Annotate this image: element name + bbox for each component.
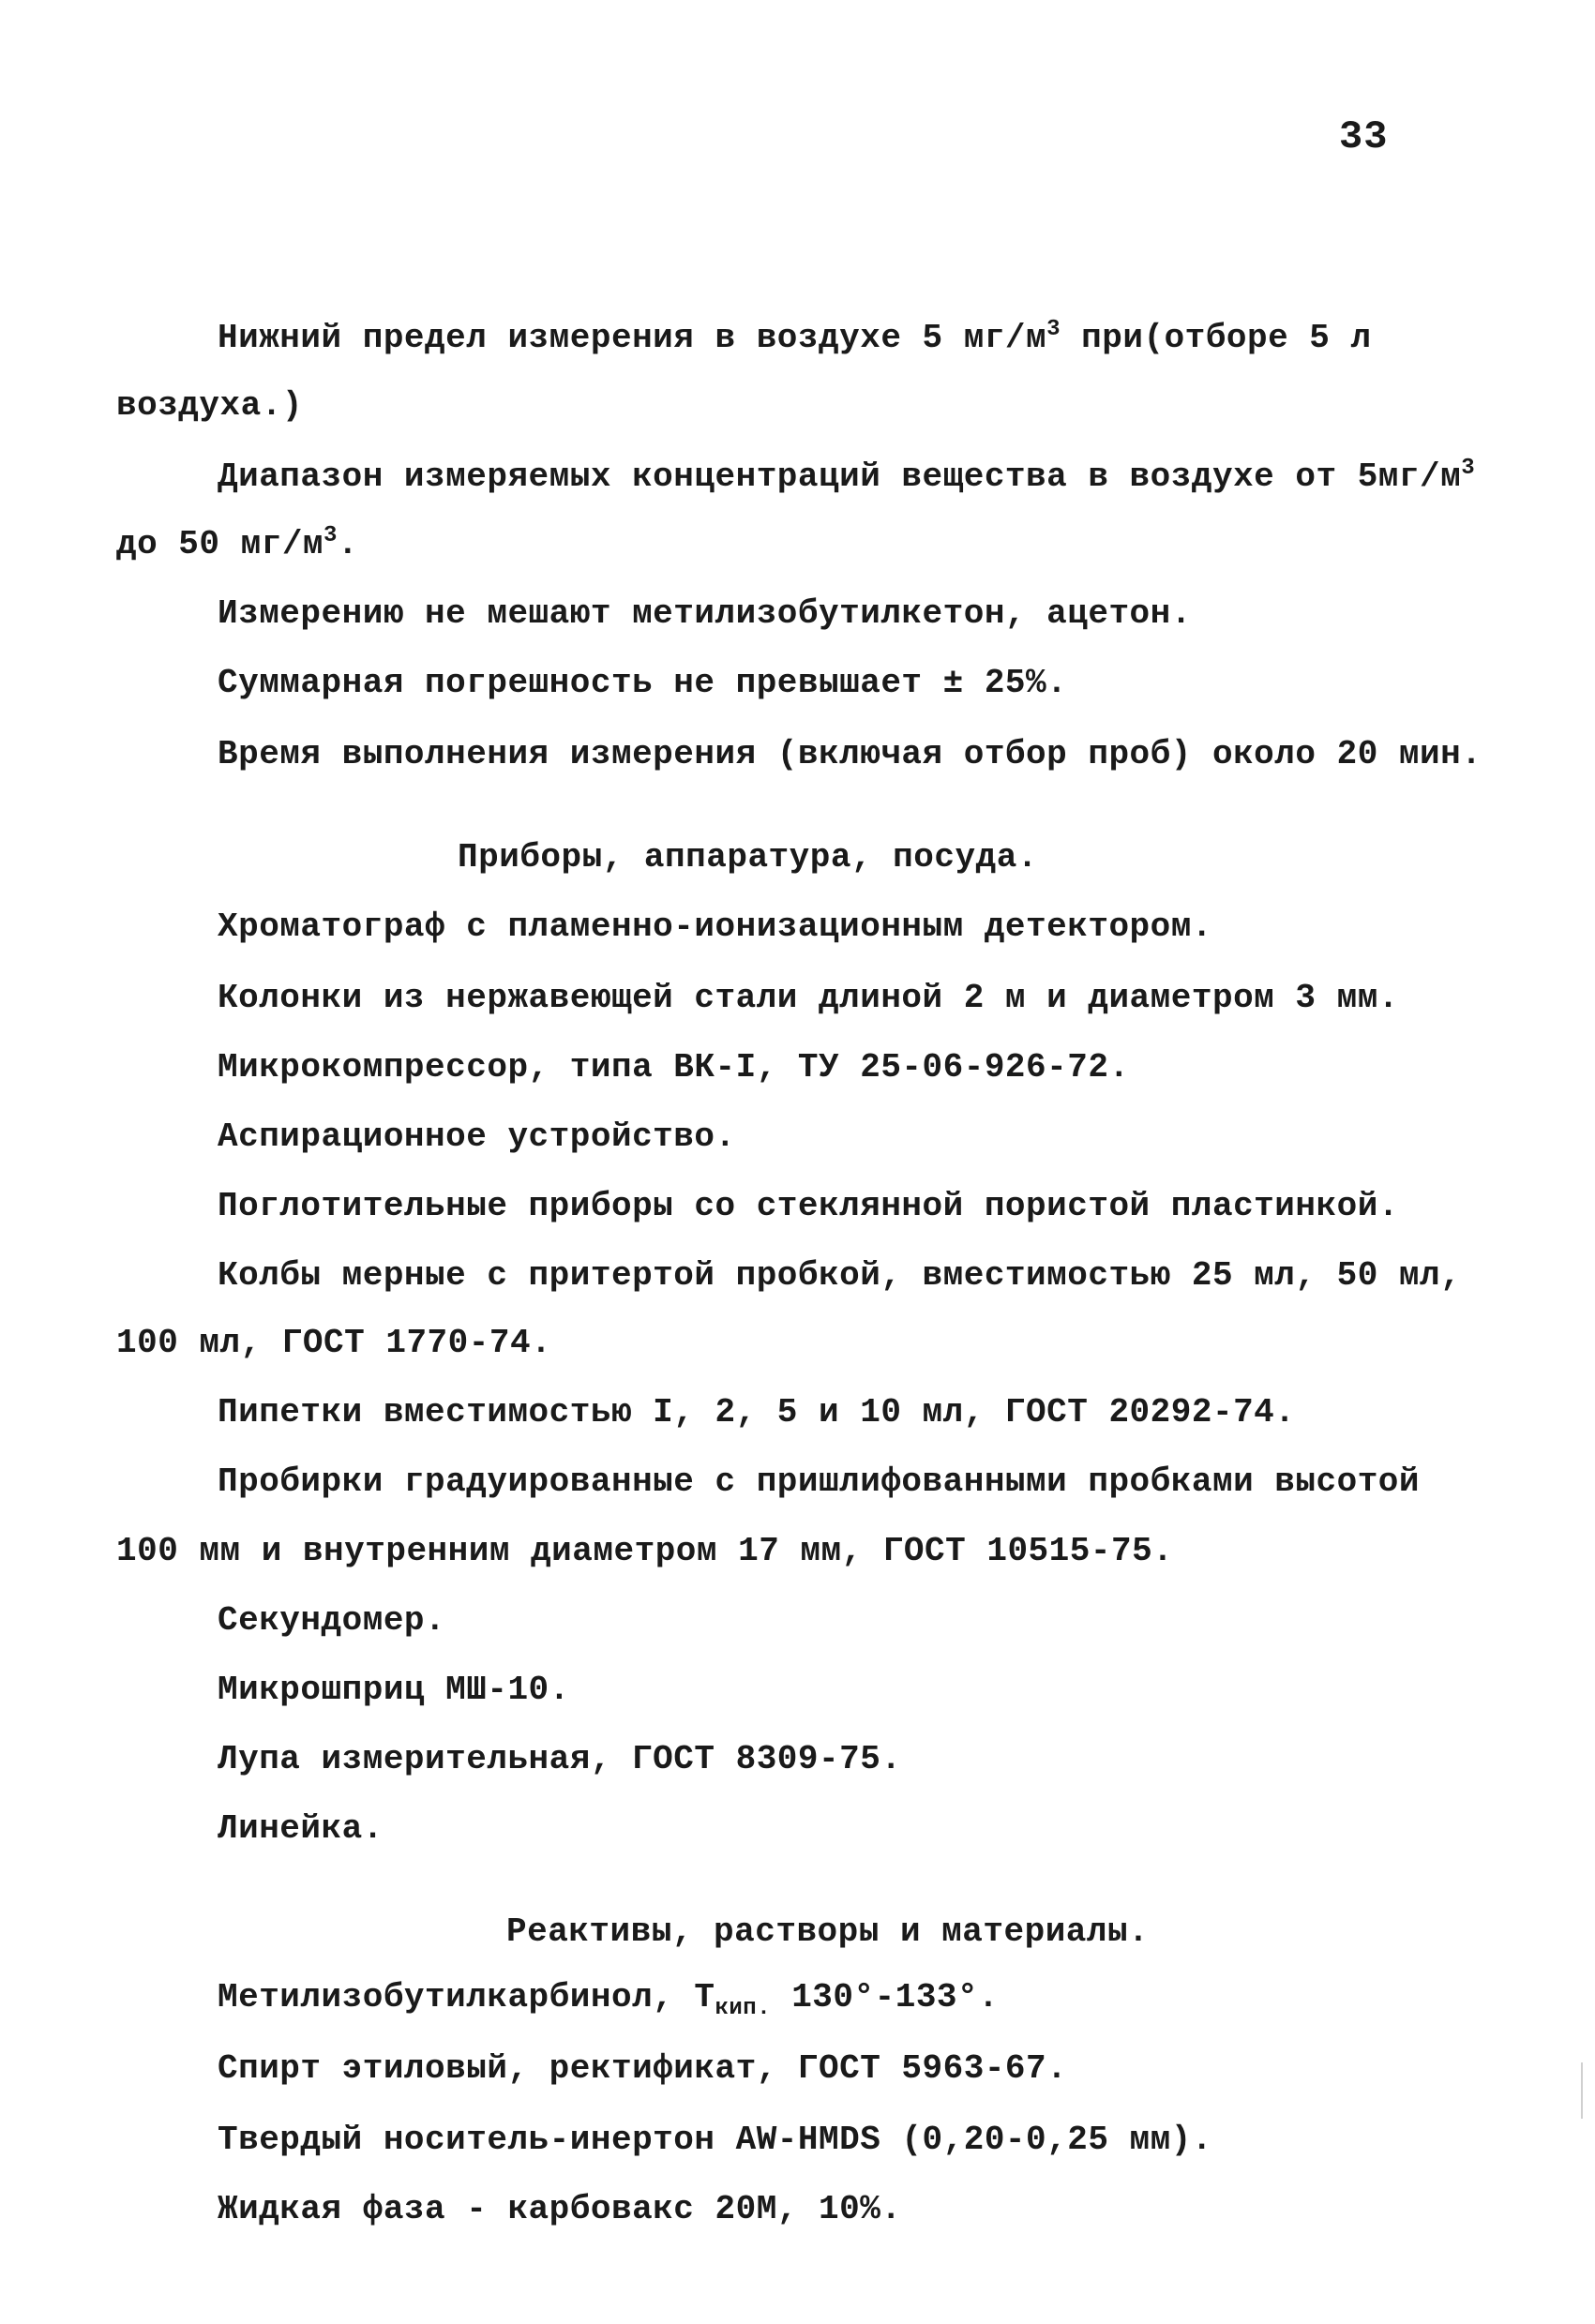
- margin-mark: [1581, 2062, 1583, 2119]
- text-line: Колонки из нержавеющей стали длиной 2 м и диаметром 3 мм.: [218, 979, 1399, 1017]
- text-line: Хроматограф с пламенно-ионизационным детектором.: [218, 907, 1212, 946]
- text-line: воздуха.): [116, 386, 303, 425]
- text-line: Аспирационное устройство.: [218, 1117, 736, 1156]
- text-line: Время выполнения измерения (включая отбор проб) около 20 мин.: [218, 735, 1482, 773]
- text-line: до 50 $мг/м^3$.: [116, 523, 359, 563]
- text-line: Пробирки градуированные с пришлифованными пробками высотой: [218, 1462, 1421, 1501]
- text-line: Твердый носитель-инертон AW-HMDS (0,20-0,25 мм).: [218, 2121, 1212, 2159]
- text-line: Суммарная погрешность не превышает ± 25%.: [218, 664, 1068, 702]
- text-line: 100 мм и внутренним диаметром 17 мм, ГОСТ 10515-75.: [116, 1532, 1174, 1570]
- text-line: Жидкая фаза - карбовакс 20М, 10%.: [218, 2190, 902, 2228]
- text-line: Спирт этиловый, ректификат, ГОСТ 5963-67.: [218, 2049, 1068, 2088]
- text-line: Поглотительные приборы со стеклянной пористой пластинкой.: [218, 1187, 1399, 1225]
- text-line: Нижний предел измерения в воздухе 5 $мг/м^3$ при(отборе 5 л: [218, 317, 1372, 357]
- section-heading: Приборы, аппаратура, посуда.: [458, 838, 1038, 877]
- text-line: Линейка.: [218, 1809, 384, 1848]
- page-number: 33: [1339, 114, 1389, 159]
- text-line: Метилизобутилкарбинол, $Т_{кип.}$ 130°-133°.: [218, 1978, 1000, 2022]
- text-line: Микрошприц МШ-10.: [218, 1671, 570, 1709]
- text-line: Лупа измерительная, ГОСТ 8309-75.: [218, 1740, 902, 1778]
- text-line: Секундомер.: [218, 1601, 446, 1640]
- text-line: Измерению не мешают метилизобутилкетон, ацетон.: [218, 594, 1192, 633]
- text-line: Пипетки вместимостью I, 2, 5 и 10 мл, ГОСТ 20292-74.: [218, 1393, 1296, 1432]
- text-line: Микрокомпрессор, типа ВК-I, ТУ 25-06-926-72.: [218, 1048, 1130, 1087]
- text-line: 100 мл, ГОСТ 1770-74.: [116, 1324, 552, 1362]
- text-line: Диапазон измеряемых концентраций вещества в воздухе от $5мг/м^3$: [218, 456, 1476, 496]
- section-heading: Реактивы, растворы и материалы.: [506, 1912, 1150, 1951]
- text-line: Колбы мерные с притертой пробкой, вместимостью 25 мл, 50 мл,: [218, 1256, 1462, 1295]
